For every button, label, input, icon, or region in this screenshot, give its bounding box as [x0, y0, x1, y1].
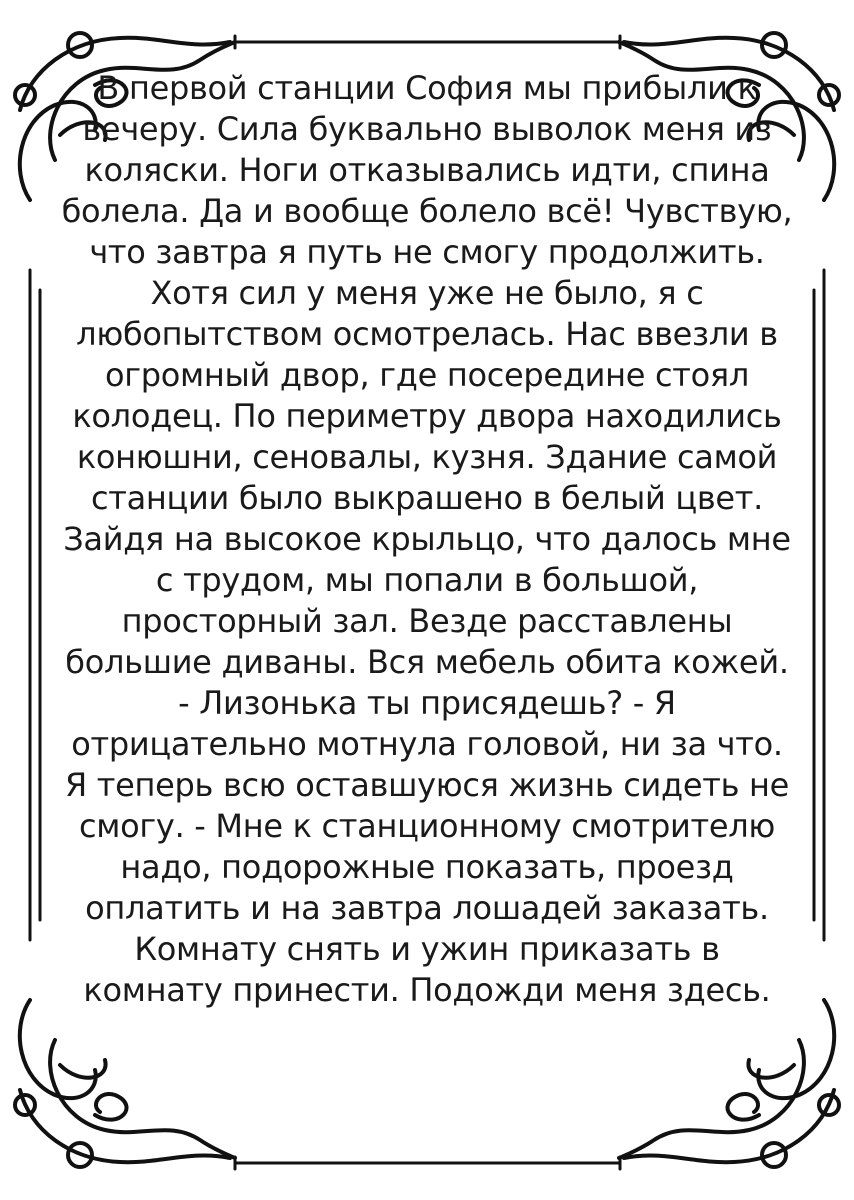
paragraph-dialogue: - Лизонька ты присядешь? - Я отрицательно мотнула головой, ни за что. Я теперь всю оставшуюся жизнь сидеть не смогу. - Мне к станционному смотрителю надо, подорожные показать, проезд оплатить и на завтра лошадей заказать. Комнату снять и ужин приказать в комнату принести. Подожди меня здесь.: [64, 684, 790, 1009]
corner-ornament-bottom-right: [619, 1000, 839, 1167]
story-text: [60, 68, 794, 1011]
paragraph-station-description: Хотя сил у меня уже не было, я с любопытством осмотрелась. Нас ввезли в огромный двор, где посередине стоял колодец. По периметру двора находились конюшни, сеновалы, кузня. Здание самой станции было выкрашено в белый цвет. Зайдя на высокое крыльцо, что далось мне с трудом, мы попали в большой, просторный зал. Везде расставлены большие диваны. Вся мебель обита кожей.: [63, 274, 791, 681]
corner-ornament-bottom-left: [15, 1000, 235, 1167]
paragraph-arrival: В первой станции София мы прибыли к вечеру. Сила буквально выволок меня из коляски. Ноги отказывались идти, спина болела. Да и вообще болело всё! Чувствую, что завтра я путь не смогу продолжить.: [61, 69, 793, 271]
